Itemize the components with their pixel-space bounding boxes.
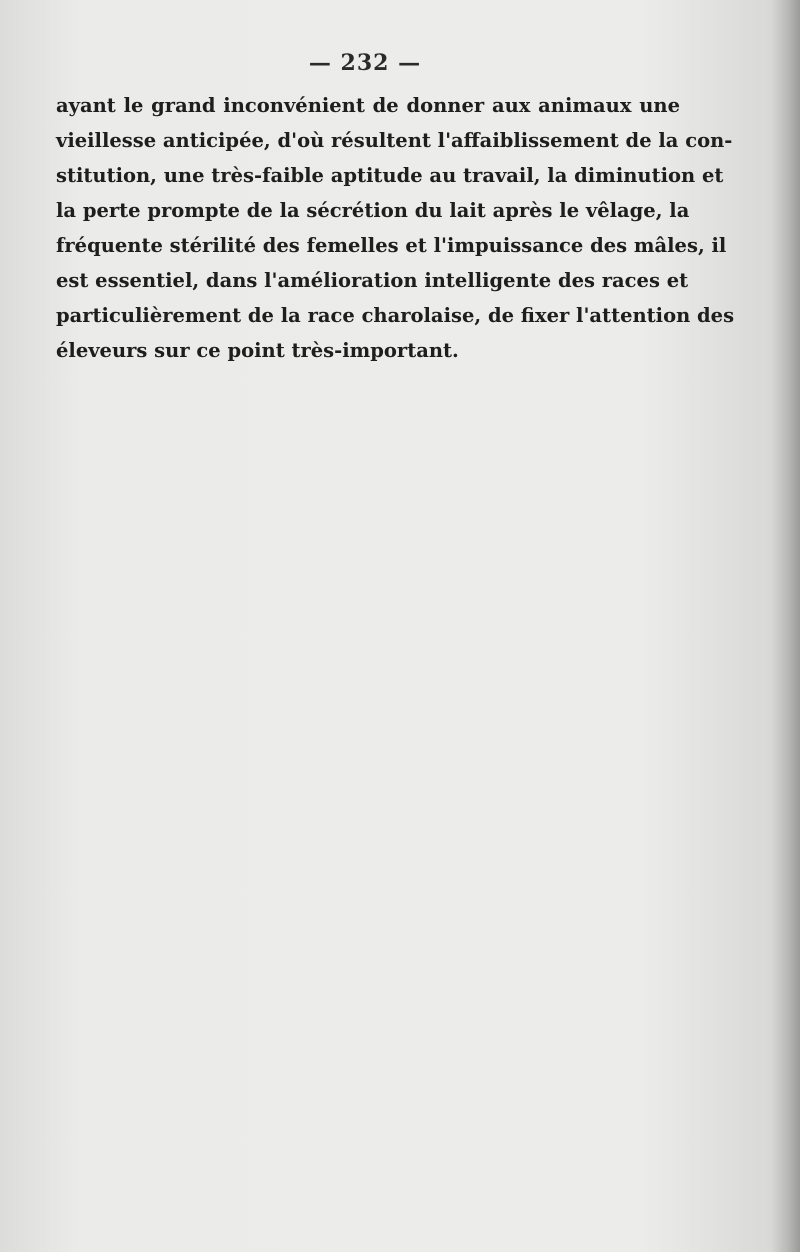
text-line: vieillesse anticipée, d'où résultent l'affaiblissement de la con- — [56, 129, 733, 152]
text-line: éleveurs sur ce point très-important. — [56, 339, 459, 362]
text-line: est essentiel, dans l'amélioration intelligente des races et — [56, 269, 689, 292]
text-line: fréquente stérilité des femelles et l'impuissance des mâles, il — [56, 234, 727, 257]
text-line: la perte prompte de la sécrétion du lait après le vêlage, la — [56, 199, 690, 222]
text-line: particulièrement de la race charolaise, de fixer l'attention des — [56, 304, 735, 327]
page-number: — 232 — — [308, 50, 422, 76]
text-line: stitution, une très-faible aptitude au travail, la diminution et — [56, 164, 724, 187]
paragraph — [56, 88, 735, 368]
show-through-text — [60, 340, 700, 1180]
book-spine-shadow — [770, 0, 800, 1252]
text-line: ayant le grand inconvénient de donner aux animaux une — [56, 94, 680, 117]
